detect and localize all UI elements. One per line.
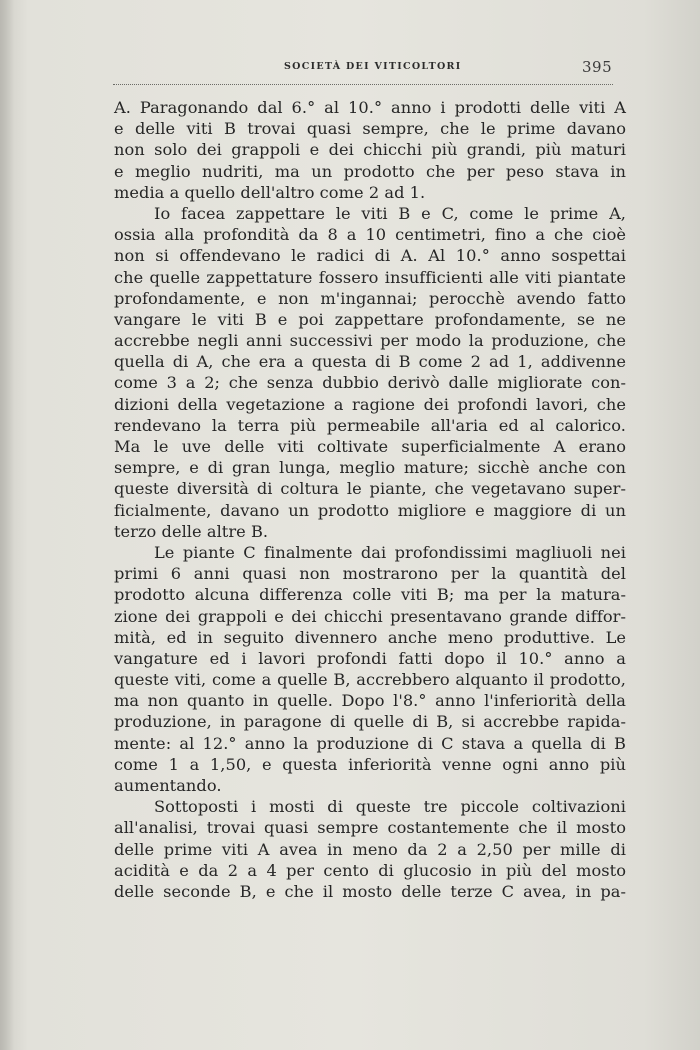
text-line: come 1 a 1,50, e questa inferiorità venne ogni anno più: [114, 754, 626, 774]
text-line: A. Paragonando dal 6.° al 10.° anno i prodotti delle viti A: [114, 98, 626, 117]
text-line: produzione, in paragone di quelle di B, si accrebbe rapida-: [114, 712, 626, 732]
text-line: dizioni della vegetazione a ragione dei profondi lavori, che: [114, 394, 626, 414]
text-line: acidità e da 2 a 4 per cento di glucosio in più del mosto: [114, 860, 626, 880]
page-number: 395: [582, 58, 613, 76]
text-line: delle prime viti A avea in meno da 2 a 2,50 per mille di: [114, 839, 626, 859]
text-line: sempre, e di gran lunga, meglio mature; sicchè anche con: [114, 458, 626, 478]
text-line: media a quello dell'altro come 2 ad 1.: [114, 182, 426, 202]
text-line: prodotto alcuna differenza colle viti B; ma per la matura-: [114, 585, 626, 605]
text-line: Ma le uve delle viti coltivate superficialmente A erano: [114, 437, 626, 456]
text-line: e meglio nudriti, ma un prodotto che per peso stava in: [114, 161, 626, 181]
text-line: vangature ed i lavori profondi fatti dopo il 10.° anno a: [114, 648, 626, 668]
text-line: ossia alla profondità da 8 a 10 centimetri, fino a che cioè: [114, 225, 626, 245]
running-head-title: SOCIETÀ DEI VITICOLTORI: [284, 61, 462, 72]
text-line: zione dei grappoli e dei chicchi presentavano grande diffor-: [114, 606, 626, 626]
header-dotted-rule: [113, 84, 613, 85]
text-line: come 3 a 2; che senza dubbio derivò dalle migliorate con-: [114, 373, 626, 393]
text-line: delle seconde B, e che il mosto delle terze C avea, in pa-: [114, 881, 626, 901]
page-gutter-shadow: [0, 0, 14, 1050]
text-line: e delle viti B trovai quasi sempre, che le prime davano: [114, 119, 626, 139]
text-line: primi 6 anni quasi non mostrarono per la quantità del: [114, 564, 626, 584]
text-line: rendevano la terra più permeabile all'aria ed al calorico.: [114, 415, 626, 435]
text-line: Io facea zappettare le viti B e C, come le prime A,: [154, 203, 626, 223]
text-line: Sottoposti i mosti di queste tre piccole coltivazioni: [154, 797, 626, 817]
body-text: [114, 97, 626, 902]
text-line: quella di A, che era a questa di B come 2 ad 1, addivenne: [114, 352, 626, 372]
text-line: accrebbe negli anni successivi per modo la produzione, che: [114, 331, 626, 351]
text-line: vangare le viti B e poi zappettare profondamente, se ne: [114, 309, 626, 329]
text-line: aumentando.: [114, 776, 222, 795]
running-head: [112, 56, 612, 82]
text-line: queste diversità di coltura le piante, che vegetavano super-: [114, 479, 626, 499]
text-line: non si offendevano le radici di A. Al 10.° anno sospettai: [114, 246, 626, 266]
text-line: non solo dei grappoli e dei chicchi più grandi, più maturi: [114, 140, 626, 160]
text-line: Le piante C finalmente dai profondissimi magliuoli nei: [154, 542, 626, 562]
text-line: mente: al 12.° anno la produzione di C stava a quella di B: [114, 733, 626, 753]
text-line: profondamente, e non m'ingannai; perocchè avendo fatto: [114, 288, 626, 308]
text-line: terzo delle altre B.: [114, 521, 269, 541]
text-line: mità, ed in seguito divennero anche meno produttive. Le: [114, 627, 626, 647]
text-line: ficialmente, davano un prodotto migliore e maggiore di un: [114, 500, 626, 520]
text-line: che quelle zappettature fossero insufficienti alle viti piantate: [114, 267, 626, 287]
text-line: ma non quanto in quelle. Dopo l'8.° anno l'inferiorità della: [114, 691, 626, 711]
text-line: all'analisi, trovai quasi sempre costantemente che il mosto: [114, 818, 626, 838]
text-line: queste viti, come a quelle B, accrebbero alquanto il prodotto,: [114, 670, 626, 690]
